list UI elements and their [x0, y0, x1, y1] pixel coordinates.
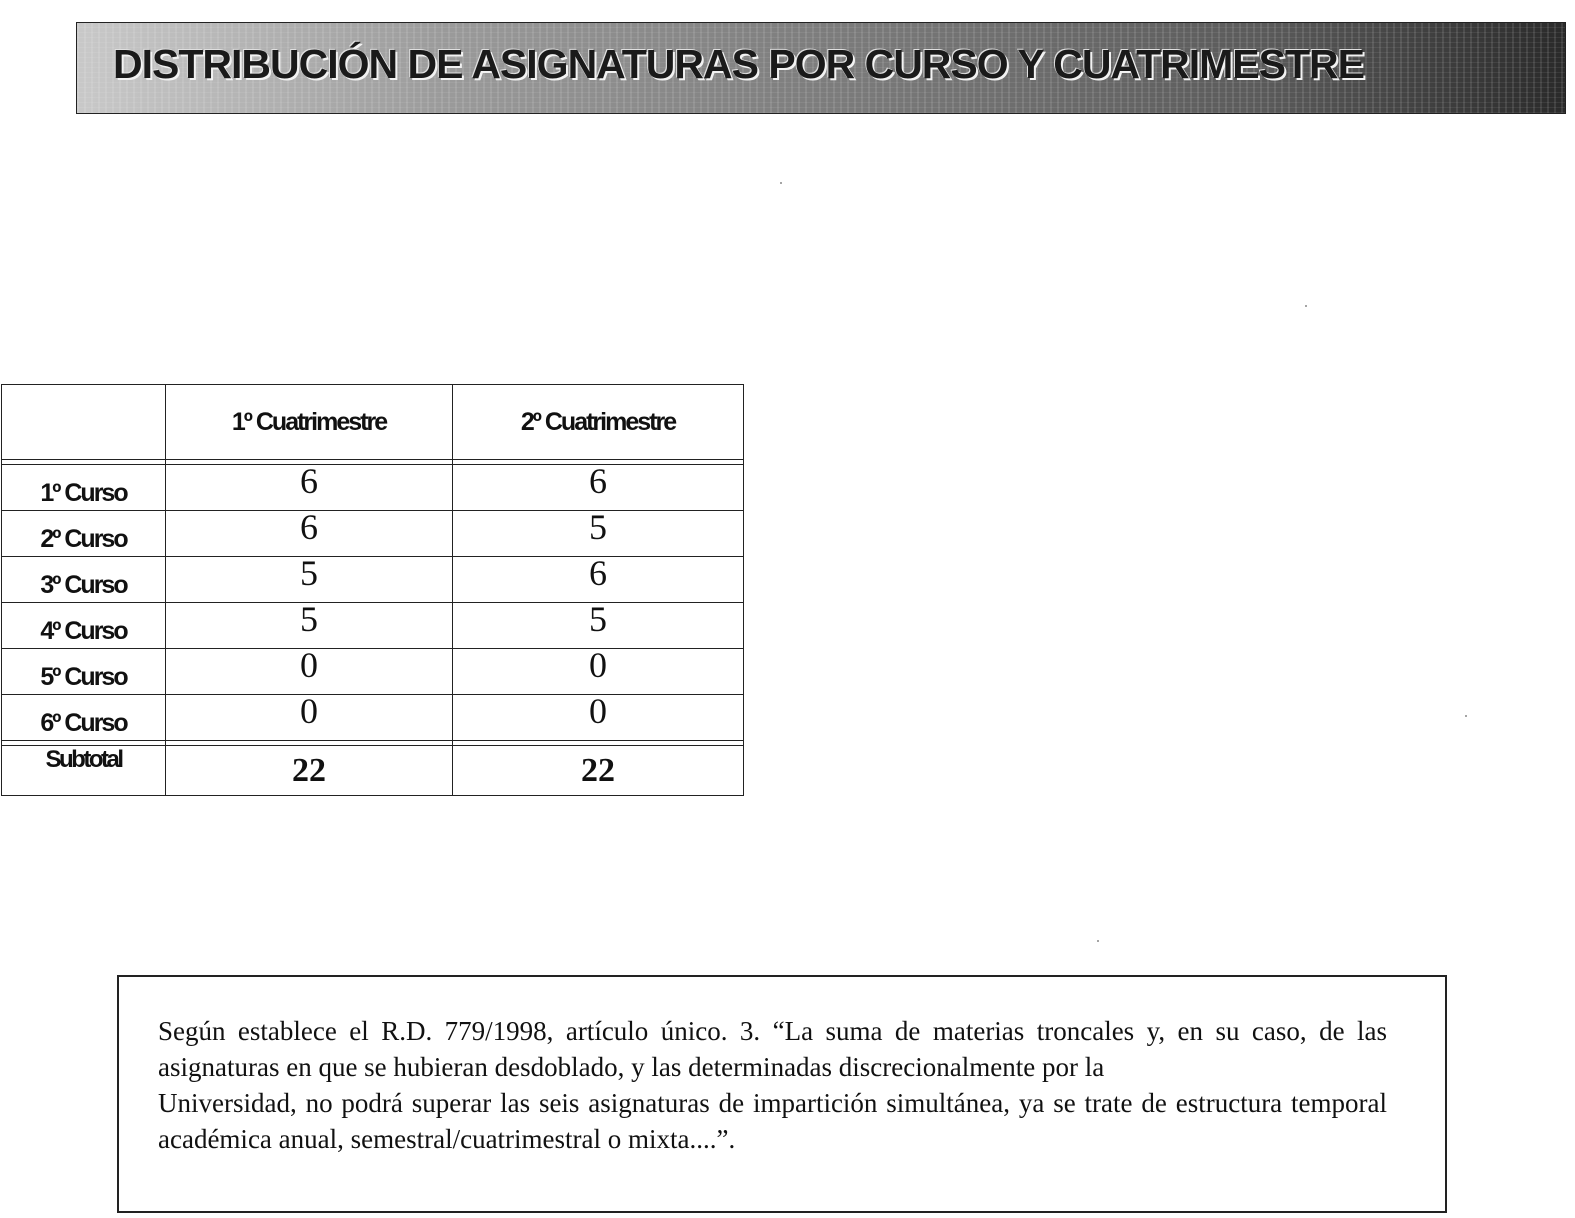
page-title: DISTRIBUCIÓN DE ASIGNATURAS POR CURSO Y CUATRIMESTRE — [113, 41, 1364, 87]
note-paragraph-1: Según establece el R.D. 779/1998, artículo único. 3. “La suma de materias troncales y, en su caso, de las asignaturas en que se hubieran desdoblado, y las determinadas discrecionalmente por la — [158, 1016, 1387, 1082]
scan-speck — [780, 182, 782, 184]
subtotal-cuatrimestre-1: 22 — [166, 746, 453, 796]
row-value-cuatrimestre-2: 6 — [453, 465, 744, 511]
table-header-row — [2, 385, 744, 460]
row-value-cuatrimestre-1: 0 — [166, 695, 453, 741]
distribution-table — [1, 384, 744, 796]
legal-note-box — [117, 975, 1447, 1213]
row-label: 3º Curso — [2, 557, 166, 603]
table-row — [2, 511, 744, 557]
row-value-cuatrimestre-1: 5 — [166, 603, 453, 649]
row-label: 4º Curso — [2, 603, 166, 649]
subtotal-label: Subtotal — [2, 746, 166, 796]
row-value-cuatrimestre-2: 5 — [453, 511, 744, 557]
row-label: 2º Curso — [2, 511, 166, 557]
scan-speck — [1465, 715, 1467, 717]
table-header-corner — [2, 385, 166, 460]
scan-speck — [1097, 940, 1099, 942]
row-label: 5º Curso — [2, 649, 166, 695]
table-row — [2, 557, 744, 603]
row-value-cuatrimestre-2: 6 — [453, 557, 744, 603]
table-header-cuatrimestre-1: 1º Cuatrimestre — [166, 385, 453, 460]
row-value-cuatrimestre-1: 5 — [166, 557, 453, 603]
table-row — [2, 695, 744, 741]
row-label: 1º Curso — [2, 465, 166, 511]
note-paragraph-2: Universidad, no podrá superar las seis asignaturas de impartición simultánea, ya se trate de estructura temporal académica anual, semestral/cuatrimestral o mixta....”. — [158, 1088, 1387, 1154]
row-value-cuatrimestre-1: 6 — [166, 465, 453, 511]
scan-speck — [1305, 305, 1307, 307]
row-value-cuatrimestre-2: 0 — [453, 649, 744, 695]
table-row — [2, 649, 744, 695]
row-label: 6º Curso — [2, 695, 166, 741]
title-banner — [76, 22, 1566, 114]
subtotal-cuatrimestre-2: 22 — [453, 746, 744, 796]
subtotal-row — [2, 746, 744, 796]
row-value-cuatrimestre-2: 5 — [453, 603, 744, 649]
distribution-table-container — [1, 384, 743, 796]
table-header-cuatrimestre-2: 2º Cuatrimestre — [453, 385, 744, 460]
row-value-cuatrimestre-1: 0 — [166, 649, 453, 695]
table-row — [2, 603, 744, 649]
table-row — [2, 465, 744, 511]
row-value-cuatrimestre-2: 0 — [453, 695, 744, 741]
row-value-cuatrimestre-1: 6 — [166, 511, 453, 557]
